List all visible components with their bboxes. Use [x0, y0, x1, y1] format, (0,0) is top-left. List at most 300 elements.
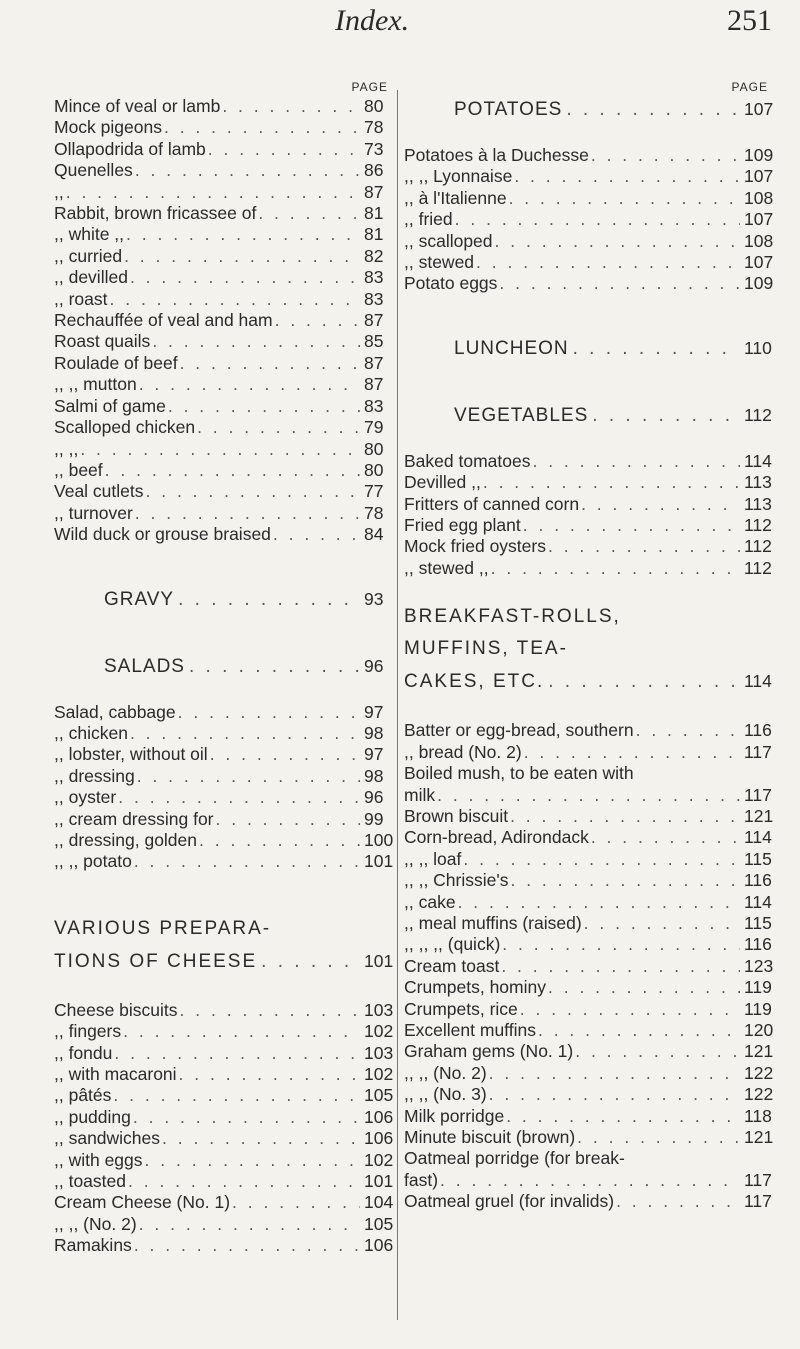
right-column: [404, 80, 774, 1349]
entry-text: Salmi of game: [54, 395, 166, 416]
leader-dots: [180, 1000, 360, 1021]
index-entry: [54, 744, 394, 765]
entry-text: Fried egg plant: [404, 515, 521, 536]
entry-page: 101: [364, 851, 394, 872]
entry-list: [404, 720, 774, 1212]
leader-dots: [164, 117, 360, 138]
leader-dots: [476, 252, 740, 273]
entry-page: 103: [364, 1042, 394, 1063]
entry-page: 123: [744, 955, 774, 976]
index-entry: [54, 1064, 394, 1085]
entry-page: 116: [744, 720, 772, 741]
leader-dots: [232, 1192, 360, 1213]
section-page: 114: [744, 671, 772, 692]
entry-page: 116: [744, 870, 772, 891]
index-entry: [404, 1191, 774, 1212]
leader-dots: [197, 417, 360, 438]
leader-dots: [128, 1171, 360, 1192]
index-entry: [404, 515, 774, 536]
leader-dots: [520, 999, 740, 1020]
entry-page: 98: [364, 722, 384, 743]
index-entry: [54, 1150, 394, 1171]
entry-page: 87: [364, 181, 384, 202]
entry-page: 78: [364, 117, 384, 138]
entry-page: 105: [364, 1085, 394, 1106]
index-entry: [54, 1214, 394, 1235]
entry-text: Cream toast: [404, 955, 500, 976]
entry-text: ,, turnover: [54, 502, 133, 523]
entry-list: [54, 96, 394, 546]
index-entry: [54, 503, 394, 524]
leader-dots: [501, 956, 740, 977]
entry-page: 117: [744, 741, 772, 762]
leader-dots: [216, 809, 361, 830]
entry-page: 80: [364, 438, 384, 459]
entry-text: ,, toasted: [54, 1171, 126, 1192]
page-column-label: PAGE: [351, 80, 388, 94]
index-entry: [54, 723, 394, 744]
leader-dots: [105, 460, 360, 481]
entry-text: Milk porridge: [404, 1105, 505, 1126]
index-entry: [54, 182, 394, 203]
entry-text: ,, lobster, without oil: [54, 744, 208, 765]
entry-page: 115: [744, 912, 772, 933]
entry-text: ,, pudding: [54, 1106, 131, 1127]
leader-dots: [506, 1106, 740, 1127]
index-entry: [54, 787, 394, 808]
index-entry: [404, 209, 774, 230]
leader-dots: [275, 310, 360, 331]
entry-text: ,, beef: [54, 459, 103, 480]
index-entry: [54, 1192, 394, 1213]
entry-text: Roulade of beef: [54, 352, 178, 373]
entry-page: 120: [744, 1019, 774, 1040]
index-entry: [54, 460, 394, 481]
entry-text: ,, devilled: [54, 267, 128, 288]
leader-dots: [510, 870, 740, 891]
leader-dots: [135, 160, 360, 181]
leader-dots: [548, 977, 740, 998]
index-entry: [54, 246, 394, 267]
index-entry: [54, 1043, 394, 1064]
leader-dots: [523, 515, 740, 536]
index-entry: [54, 203, 394, 224]
section-title-line: VARIOUS PREPARA-: [54, 917, 272, 939]
leader-dots: [591, 145, 740, 166]
entry-text: ,, meal muffins (raised): [404, 912, 582, 933]
index-entry: [404, 785, 774, 806]
entry-text: Cream Cheese (No. 1): [54, 1192, 231, 1213]
index-entry: [404, 166, 774, 187]
index-entry: [404, 1041, 774, 1062]
page-column-label: PAGE: [731, 80, 768, 94]
entry-text: ,, chicken: [54, 722, 128, 743]
entry-page: 80: [364, 459, 384, 480]
leader-dots: [135, 503, 360, 524]
entry-text: Cheese biscuits: [54, 999, 178, 1020]
page-number: 251: [727, 4, 772, 37]
entry-page: 80: [364, 96, 384, 116]
leader-dots: [273, 524, 360, 545]
leader-dots: [118, 787, 360, 808]
index-entry: [404, 999, 774, 1020]
entry-text: Mince of veal or lamb: [54, 96, 221, 116]
leader-dots: [133, 1107, 360, 1128]
index-entry: [404, 1084, 774, 1105]
index-entry: [404, 494, 774, 515]
entry-text: milk: [404, 784, 436, 805]
entry-text: ,, with macaroni: [54, 1064, 177, 1084]
entry-text: ,, fondu: [54, 1042, 113, 1063]
section-title-line: MUFFINS, TEA-: [404, 638, 568, 660]
index-entry: [404, 1106, 774, 1127]
entry-text: Graham gems (No. 1): [404, 1041, 574, 1062]
index-entry: [404, 273, 774, 294]
section-title: GRAVY: [104, 588, 175, 610]
entry-page: 119: [744, 977, 772, 998]
entry-page: 102: [364, 1064, 394, 1084]
entry-text: ,, fried: [404, 209, 453, 230]
entry-text: Crumpets, rice: [404, 998, 518, 1019]
entry-text: ,, ,, ,, (quick): [404, 934, 501, 955]
entry-text: Rechauffée of veal and ham: [54, 310, 273, 331]
section-page: 96: [364, 655, 384, 676]
section-breakfast: [404, 601, 774, 698]
entry-page: 82: [364, 245, 384, 266]
entry-page: 77: [364, 481, 384, 502]
leader-dots: [210, 744, 360, 765]
entry-text: ,, stewed: [404, 252, 475, 273]
entry-page: 78: [364, 502, 384, 523]
index-entry: [404, 1063, 774, 1084]
leader-dots: [458, 892, 740, 913]
entry-text: ,, dressing, golden: [54, 829, 198, 850]
entry-text: Scalloped chicken: [54, 417, 196, 438]
entry-page: 106: [364, 1235, 394, 1256]
index-entry: [54, 766, 394, 787]
entry-page: 121: [744, 805, 774, 826]
leader-dots: [178, 702, 360, 723]
entry-page: 108: [744, 187, 774, 208]
entry-page: 97: [364, 701, 384, 722]
leader-dots: [575, 1041, 740, 1062]
leader-dots: [440, 1170, 740, 1191]
entry-text: Boiled mush, to be eaten with: [404, 763, 634, 784]
leader-dots: [80, 439, 360, 460]
entry-page: 112: [744, 536, 772, 557]
leader-dots: [591, 827, 740, 848]
section-title: VEGETABLES: [454, 404, 589, 426]
leader-dots: [123, 1021, 360, 1042]
entry-page: 122: [744, 1084, 774, 1105]
entry-text: ,, dressing: [54, 765, 135, 786]
index-entry: [404, 806, 774, 827]
entry-text: ,, stewed ,,: [404, 557, 489, 578]
entry-text: Oatmeal porridge (for break-: [404, 1148, 625, 1169]
index-entry: [54, 117, 394, 138]
entry-page: 114: [744, 891, 772, 912]
section-gravy: [54, 586, 394, 613]
entry-page: 112: [744, 515, 772, 536]
index-entry: [404, 145, 774, 166]
index-entry: [404, 763, 774, 784]
entry-text: ,, fingers: [54, 1021, 122, 1042]
leader-dots: [538, 1020, 740, 1041]
leader-dots: [548, 536, 740, 557]
index-entry: [54, 353, 394, 374]
leader-dots: [524, 742, 740, 763]
index-entry: [54, 809, 394, 830]
entry-page: 84: [364, 524, 384, 545]
index-entry: [404, 451, 774, 472]
index-entry: [54, 139, 394, 160]
index-entry: [54, 439, 394, 460]
entry-page: 79: [364, 417, 384, 438]
leader-dots: [168, 396, 360, 417]
index-entry: [54, 267, 394, 288]
leader-dots: [110, 289, 361, 310]
index-entry: [54, 396, 394, 417]
leader-dots: [616, 1191, 740, 1212]
leader-dots: [162, 1128, 360, 1149]
entry-page: 121: [744, 1041, 774, 1062]
column-divider: [397, 90, 398, 1320]
index-entry: [404, 1020, 774, 1041]
section-page: 107: [744, 99, 774, 119]
index-entry: [404, 472, 774, 493]
entry-page: 109: [744, 273, 774, 294]
leader-dots: [146, 481, 361, 502]
entry-text: Fritters of canned corn: [404, 493, 580, 514]
entry-text: Minute biscuit (brown): [404, 1127, 576, 1147]
index-entry: [54, 374, 394, 395]
entry-text: Crumpets, hominy: [404, 977, 546, 998]
entry-text: Salad, cabbage: [54, 701, 176, 722]
entry-page: 114: [744, 450, 772, 471]
index-entry: [54, 1107, 394, 1128]
entry-text: ,, white ,,: [54, 224, 125, 245]
index-entry: [54, 160, 394, 181]
index-entry: [54, 481, 394, 502]
leader-dots: [502, 934, 740, 955]
entry-text: ,, sandwiches: [54, 1128, 161, 1149]
entry-page: 98: [364, 765, 384, 786]
entry-page: 117: [744, 1191, 772, 1212]
entry-page: 83: [364, 395, 384, 416]
leader-dots: [483, 472, 740, 493]
leader-dots: [463, 849, 740, 870]
entry-text: ,, scalloped: [404, 230, 493, 251]
entry-page: 102: [364, 1021, 394, 1042]
entry-page: 85: [364, 331, 384, 352]
entry-text: ,, oyster: [54, 787, 117, 808]
entry-page: 108: [744, 230, 774, 251]
entry-page: 103: [364, 999, 394, 1020]
index-entry: [54, 1021, 394, 1042]
index-entry: [54, 417, 394, 438]
entry-page: 99: [364, 808, 384, 829]
entry-text: ,, ,, (No. 2): [54, 1213, 137, 1234]
entry-text: ,, cake: [404, 891, 456, 912]
section-potatoes: [404, 96, 774, 123]
entry-page: 83: [364, 267, 384, 288]
index-entry: [54, 224, 394, 245]
entry-text: Roast quails: [54, 331, 151, 352]
index-entry: [404, 827, 774, 848]
entry-text: ,, ,, (No. 3): [404, 1084, 487, 1105]
leader-dots: [134, 851, 360, 872]
entry-page: 118: [744, 1105, 772, 1126]
entry-text: ,, bread (No. 2): [404, 741, 522, 762]
entry-text: ,, ,, mutton: [54, 374, 137, 395]
entry-page: 114: [744, 827, 772, 848]
section-page: 112: [744, 404, 772, 425]
section-salads: [54, 653, 394, 680]
leader-dots: [495, 231, 740, 252]
entry-text: ,, ,,: [54, 438, 79, 459]
entry-text: ,, pâtés: [54, 1085, 112, 1106]
leader-dots: [199, 830, 360, 851]
entry-page: 104: [364, 1192, 394, 1213]
entry-page: 107: [744, 166, 774, 187]
left-column: [54, 80, 394, 1349]
entry-list: [404, 145, 774, 295]
index-entry: [404, 188, 774, 209]
entry-text: ,, ,, Chrissie's: [404, 870, 509, 891]
section-title-line: CAKES, ETC.: [404, 671, 545, 693]
entry-page: 101: [364, 1171, 394, 1192]
leader-dots: [126, 224, 360, 245]
index-entry: [404, 892, 774, 913]
index-entry: [54, 1128, 394, 1149]
index-entry: [54, 524, 394, 545]
leader-dots: [124, 246, 360, 267]
leader-dots: [510, 806, 740, 827]
leader-dots: [130, 723, 360, 744]
entry-text: Baked tomatoes: [404, 450, 531, 471]
leader-dots: [532, 451, 740, 472]
entry-page: 102: [364, 1149, 394, 1170]
running-title: Index.: [335, 4, 410, 37]
section-title: LUNCHEON: [454, 337, 569, 359]
leader-dots: [130, 267, 360, 288]
entry-page: 106: [364, 1106, 394, 1127]
leader-dots: [581, 494, 740, 515]
entry-page: 107: [744, 209, 774, 230]
leader-dots: [455, 209, 740, 230]
entry-page: 122: [744, 1062, 774, 1083]
section-title-line: BREAKFAST-ROLLS,: [404, 606, 621, 628]
entry-text: Ramakins: [54, 1235, 132, 1256]
entry-text: ,, with eggs: [54, 1149, 143, 1170]
entry-text: ,, curried: [54, 245, 123, 266]
leader-dots: [489, 1063, 740, 1084]
index-entry: [404, 956, 774, 977]
index-entry: [404, 742, 774, 763]
entry-text: Batter or egg-bread, southern: [404, 720, 634, 741]
entry-text: ,,: [54, 181, 64, 202]
leader-dots: [258, 203, 360, 224]
index-entry: [404, 977, 774, 998]
entry-text: ,, ,, Lyonnaise: [404, 166, 513, 187]
leader-dots: [113, 1085, 360, 1106]
entry-page: 97: [364, 744, 384, 765]
index-entry: [404, 870, 774, 891]
entry-text: Veal cutlets: [54, 481, 144, 502]
entry-text: Mock pigeons: [54, 117, 162, 138]
entry-page: 115: [744, 848, 772, 869]
leader-dots: [145, 1150, 360, 1171]
leader-dots: [208, 139, 360, 160]
section-title-line: TIONS OF CHEESE: [54, 950, 258, 972]
entry-text: fast): [404, 1169, 439, 1190]
entry-text: Corn-bread, Adirondack: [404, 827, 589, 848]
section-page: 101: [364, 950, 394, 971]
leader-dots: [577, 1127, 740, 1148]
leader-dots: [137, 766, 360, 787]
entry-text: Quenelles: [54, 160, 133, 181]
entry-page: 100: [364, 829, 394, 850]
index-entry: [404, 913, 774, 934]
section-page: 110: [744, 337, 772, 358]
index-entry: [54, 851, 394, 872]
index-entry: [54, 310, 394, 331]
index-entry: [404, 1148, 774, 1169]
section-title: SALADS: [104, 655, 185, 677]
leader-dots: [180, 353, 360, 374]
section-page: 93: [364, 588, 384, 609]
entry-text: Wild duck or grouse braised: [54, 524, 271, 545]
index-entry: [404, 1127, 774, 1148]
leader-dots: [584, 913, 740, 934]
page-header: [0, 0, 800, 80]
index-entry: [404, 934, 774, 955]
entry-text: ,, roast: [54, 288, 108, 309]
leader-dots: [489, 1084, 740, 1105]
entry-page: 73: [364, 138, 384, 159]
section-title: POTATOES: [454, 99, 563, 120]
entry-page: 117: [744, 1169, 772, 1190]
index-entry: [54, 1085, 394, 1106]
entry-text: Potato eggs: [404, 273, 498, 294]
index-entry: [54, 289, 394, 310]
entry-text: Rabbit, brown fricassee of: [54, 203, 257, 224]
index-entry: [404, 1170, 774, 1191]
entry-page: 113: [744, 493, 772, 514]
index-entry: [404, 849, 774, 870]
entry-page: 109: [744, 145, 774, 165]
leader-dots: [636, 720, 740, 741]
index-entry: [54, 702, 394, 723]
index-entry: [404, 252, 774, 273]
entry-page: 106: [364, 1128, 394, 1149]
entry-page: 113: [744, 472, 772, 493]
entry-page: 121: [744, 1127, 774, 1147]
entry-text: ,, cream dressing for: [54, 808, 214, 829]
entry-list: [54, 702, 394, 873]
section-vegetables: [404, 402, 774, 429]
entry-text: ,, à l'Italienne: [404, 187, 507, 208]
entry-page: 87: [364, 352, 384, 373]
leader-dots: [134, 1235, 360, 1256]
leader-dots: [179, 1064, 360, 1085]
entry-list: [404, 451, 774, 579]
entry-text: ,, ,, potato: [54, 851, 132, 872]
entry-page: 105: [364, 1213, 394, 1234]
entry-page: 119: [744, 998, 772, 1019]
leader-dots: [437, 785, 740, 806]
index-entry: [404, 720, 774, 741]
